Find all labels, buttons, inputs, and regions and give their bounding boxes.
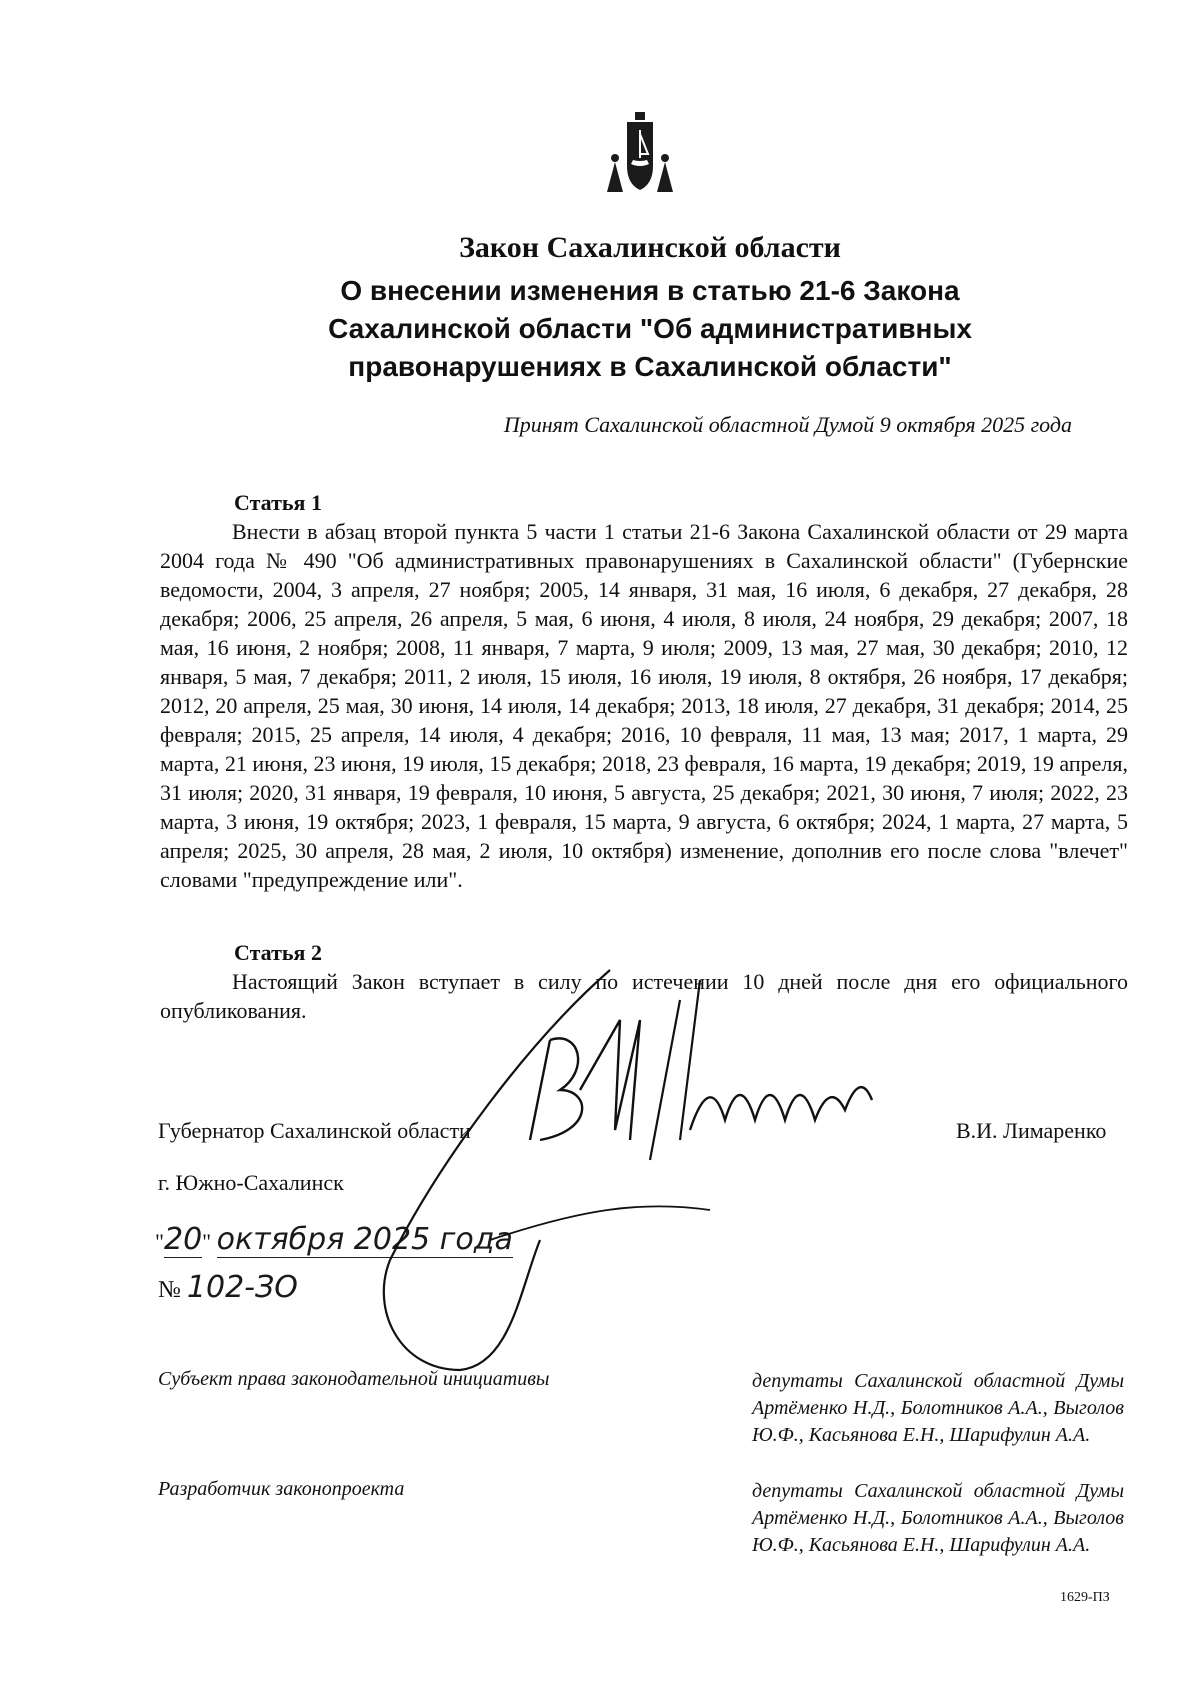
law-subtitle-line: правонарушениях в Сахалинской области" bbox=[348, 351, 952, 382]
signatory-name: В.И. Лимаренко bbox=[956, 1118, 1107, 1143]
signatory-position: Губернатор Сахалинской области bbox=[158, 1118, 471, 1143]
adoption-note: Принят Сахалинской областной Думой 9 октября 2025 года bbox=[503, 412, 1072, 437]
subject-label: Субъект права законодательной инициативы bbox=[158, 1368, 550, 1390]
number-value: 102-ЗО bbox=[186, 1270, 298, 1305]
article-text: Настоящий Закон вступает в силу по истечении 10 дней после дня его официального опубликования. bbox=[160, 969, 1128, 1023]
signing-city: г. Южно-Сахалинск bbox=[158, 1170, 344, 1195]
document-code: 1629-ПЗ bbox=[1060, 1590, 1110, 1605]
coat-of-arms-icon bbox=[601, 104, 679, 200]
article-heading: Статья 1 bbox=[234, 490, 322, 515]
article-text: Внести в абзац второй пункта 5 части 1 статьи 21-6 Закона Сахалинской области от 29 марта 2004 года № 490 "Об административных правонарушениях в Сахалинской области" (Губернские ведомости, 2004, 3 апреля, 27 ноября; 2005, 14 января, 31 мая, 16 июля, 6 декабря, 27 декабря, 28 декабря; 2006, 25 апреля, 26 апреля, 5 мая, 6 июня, 4 июля, 8 июля, 24 ноября, 29 декабря; 2007, 18 мая, 16 июня, 2 ноября; 2008, 11 января, 7 марта, 9 июля; 2009, 13 мая, 27 мая, 30 декабря; 2010, 12 января, 5 мая, 7 декабря; 2011, 2 июля, 15 июля, 16 июля, 19 июля, 8 октября, 26 ноября, 17 декабря; 2012, 20 апреля, 25 мая, 30 июня, 14 июля, 14 декабря; 2013, 18 июля, 27 декабря, 31 декабря; 2014, 25 февраля; 2015, 25 апреля, 14 июля, 4 декабря; 2016, 10 февраля, 11 мая, 13 мая; 2017, 1 марта, 29 марта, 21 июня, 23 июня, 19 июля, 15 декабря; 2018, 23 февраля, 16 марта, 19 декабря; 2019, 19 апреля, 31 июля; 2020, 31 января, 19 февраля, 10 июня, 5 августа, 25 декабря; 2021, 30 июня, 7 июля; 2022, 23 марта, 3 июня, 19 октября; 2023, 1 февраля, 15 марта, 9 августа, 6 октября; 2024, 1 марта, 27 марта, 5 апреля; 2025, 30 апреля, 28 мая, 2 июля, 10 октября) изменение, дополнив его после слова "влечет" словами "предупреждение или". bbox=[160, 519, 1128, 892]
developer-value: депутаты Сахалинской областной Думы Артёменко Н.Д., Болотников А.А., Выголов Ю.Ф., Касьянова Е.Н., Шарифулин А.А. bbox=[752, 1480, 1124, 1556]
title-block bbox=[200, 230, 1100, 386]
developer-label: Разработчик законопроекта bbox=[158, 1478, 405, 1500]
handwritten-signature bbox=[380, 960, 1000, 1380]
date-quote: " bbox=[202, 1229, 212, 1254]
law-number bbox=[158, 1270, 298, 1305]
law-title: Закон Сахалинской области bbox=[459, 231, 841, 264]
article-1 bbox=[160, 488, 1128, 894]
date-month-year: октября 2025 года bbox=[216, 1222, 513, 1257]
subject-value: депутаты Сахалинской областной Думы Артёменко Н.Д., Болотников А.А., Выголов Ю.Ф., Касьянова Е.Н., Шарифулин А.А. bbox=[752, 1370, 1124, 1446]
date-quote: " bbox=[155, 1229, 164, 1254]
law-subtitle-line: О внесении изменения в статью 21-6 Закона bbox=[340, 275, 960, 306]
article-heading: Статья 2 bbox=[234, 940, 322, 965]
law-subtitle-line: Сахалинской области "Об административных bbox=[328, 313, 972, 344]
date-day: 20 bbox=[163, 1222, 203, 1257]
number-prefix: № bbox=[158, 1277, 181, 1303]
